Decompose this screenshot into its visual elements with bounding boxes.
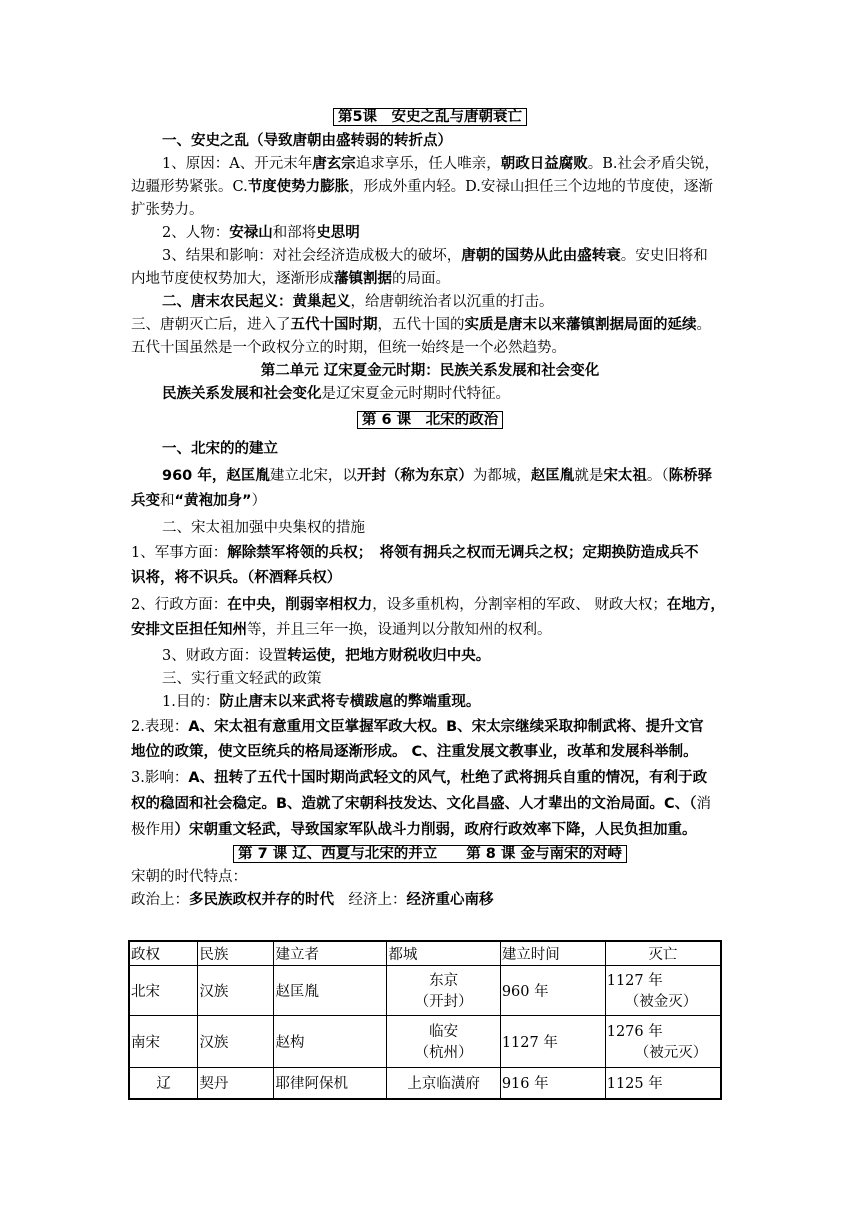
cell-regime: 北宋 — [129, 965, 198, 1015]
regimes-table — [128, 940, 722, 1100]
lesson5-line6: 内地节度使权势加大，逐渐形成藩镇割据的局面。 — [131, 271, 450, 287]
header-cell-capital: 都城 — [387, 941, 500, 965]
lesson6-military-line2: 识将，将不识兵。（杯酒释兵权） — [131, 570, 342, 586]
lesson6-impact-line1: 3.影响：A、扭转了五代十国时期尚武轻文的风气，杜绝了武将拥兵自重的情况，有利于政 — [131, 770, 708, 786]
cell-end: 1276 年 （被元灭） — [605, 1015, 721, 1067]
lesson6-admin-line1: 2、行政方面：在中央，削弱宰相权力，设多重机构，分割宰相的军政、 财政大权；在地方， — [131, 597, 725, 613]
lesson6-para1-line1: 960 年，赵匡胤建立北宋，以开封（称为东京）为都城，赵匡胤就是宋太祖。（陈桥驿 — [162, 468, 713, 484]
cell-year: 1127 年 — [500, 1015, 605, 1067]
lesson78-traits-line: 政治上：多民族政权并存的时代 经济上：经济重心南移 — [131, 892, 494, 908]
cell-founder: 赵构 — [274, 1015, 387, 1067]
cell-founder: 耶律阿保机 — [274, 1067, 387, 1099]
unit2-line: 民族关系发展和社会变化是辽宋夏金元时期时代特征。 — [162, 386, 510, 402]
table-row — [129, 965, 721, 1015]
lesson6-section2-heading: 二、宋太祖加强中央集权的措施 — [162, 520, 365, 536]
header-cell-end: 灭亡 — [605, 941, 721, 965]
lesson6-goal-line: 1.目的：防止唐末以来武将专横跋扈的弊端重现。 — [162, 694, 481, 710]
lesson5-line7: 二、唐末农民起义：黄巢起义，给唐朝统治者以沉重的打击。 — [162, 294, 554, 310]
lesson6-impact-line3: 极作用）宋朝重文轻武，导致国家军队战斗力削弱，政府行政效率下降，人民负担加重。 — [131, 822, 697, 838]
lesson5-line4: 2、人物：安禄山和部将史思明 — [162, 225, 360, 241]
lesson5-line5: 3、结果和影响：对社会经济造成极大的破坏，唐朝的国势从此由盛转衰。安史旧将和 — [162, 248, 708, 264]
unit2-title: 第二单元 辽宋夏金元时期：民族关系发展和社会变化 — [260, 363, 600, 379]
header-cell-founder: 建立者 — [274, 941, 387, 965]
lesson5-line2: 边疆形势紧张。C.节度使势力膨胀，形成外重内轻。D.安禄山担任三个边地的节度使，逐渐 — [131, 179, 713, 195]
table-row — [129, 1067, 721, 1099]
lesson6-military-line1: 1、军事方面：解除禁军将领的兵权； 将领有拥兵之权而无调兵之权；定期换防造成兵不 — [131, 545, 699, 561]
lesson6-para1-line2: 兵变和“黄袍加身”） — [131, 493, 267, 509]
cell-end: 1125 年 — [605, 1067, 721, 1099]
lesson6-section3-heading: 三、实行重文轻武的政策 — [162, 671, 322, 687]
lesson6-section1-heading: 一、北宋的的建立 — [162, 441, 278, 457]
cell-capital: 上京临潢府 — [387, 1067, 500, 1099]
cell-ethnic: 汉族 — [198, 1015, 274, 1067]
cell-regime: 南宋 — [129, 1015, 198, 1067]
lesson5-line1: 1、原因：A、开元末年唐玄宗追求享乐，任人唯亲，朝政日益腐败。B.社会矛盾尖锐， — [162, 156, 719, 172]
lesson78-traits-label: 宋朝的时代特点： — [131, 869, 247, 885]
lesson6-impact-line2: 权的稳固和社会稳定。B、造就了宋朝科技发达、文化昌盛、人才辈出的文治局面。C、（消 — [131, 796, 711, 812]
lesson5-title: 第5课 安史之乱与唐朝衰亡 — [333, 108, 527, 126]
lesson6-title: 第 6 课 北宋的政治 — [357, 411, 503, 429]
header-cell-regime: 政权 — [129, 941, 198, 965]
cell-year: 960 年 — [500, 965, 605, 1015]
table-header-row — [129, 941, 721, 965]
lesson78-title-row — [0, 843, 860, 866]
header-cell-ethnic: 民族 — [198, 941, 274, 965]
lesson6-finance-line: 3、财政方面：设置转运使，把地方财税收归中央。 — [162, 648, 491, 664]
cell-ethnic: 契丹 — [198, 1067, 274, 1099]
lesson5-line3: 扩张势力。 — [131, 202, 204, 218]
lesson5-line9: 五代十国虽然是一个政权分立的时期，但统一始终是一个必然趋势。 — [131, 340, 566, 356]
cell-capital: 东京 （开封） — [387, 965, 500, 1015]
header-cell-year: 建立时间 — [500, 941, 605, 965]
table-row — [129, 1015, 721, 1067]
lesson6-manifest-line1: 2.表现：A、宋太祖有意重用文臣掌握军政大权。B、宋太宗继续采取抑制武将、提升文官 — [131, 719, 704, 735]
lesson6-admin-line2: 安排文臣担任知州等，并且三年一换，设通判以分散知州的权利。 — [131, 622, 552, 638]
cell-regime: 辽 — [129, 1067, 198, 1099]
lesson5-line8: 三、唐朝灭亡后，进入了五代十国时期，五代十国的实质是唐末以来藩镇割据局面的延续。 — [131, 317, 711, 333]
lesson6-title-row — [0, 409, 860, 432]
cell-founder: 赵匡胤 — [274, 965, 387, 1015]
lesson78-title: 第 7 课 辽、西夏与北宋的并立 第 8 课 金与南宋的对峙 — [233, 845, 627, 863]
cell-capital: 临安 （杭州） — [387, 1015, 500, 1067]
lesson6-manifest-line2: 地位的政策，使文臣统兵的格局逐渐形成。 C、注重发展文教事业，改革和发展科举制。 — [131, 744, 698, 760]
cell-year: 916 年 — [500, 1067, 605, 1099]
cell-end: 1127 年 （被金灭） — [605, 965, 721, 1015]
lesson5-section1-heading: 一、安史之乱（导致唐朝由盛转弱的转折点） — [162, 133, 452, 149]
cell-ethnic: 汉族 — [198, 965, 274, 1015]
lesson5-title-row — [0, 106, 860, 129]
